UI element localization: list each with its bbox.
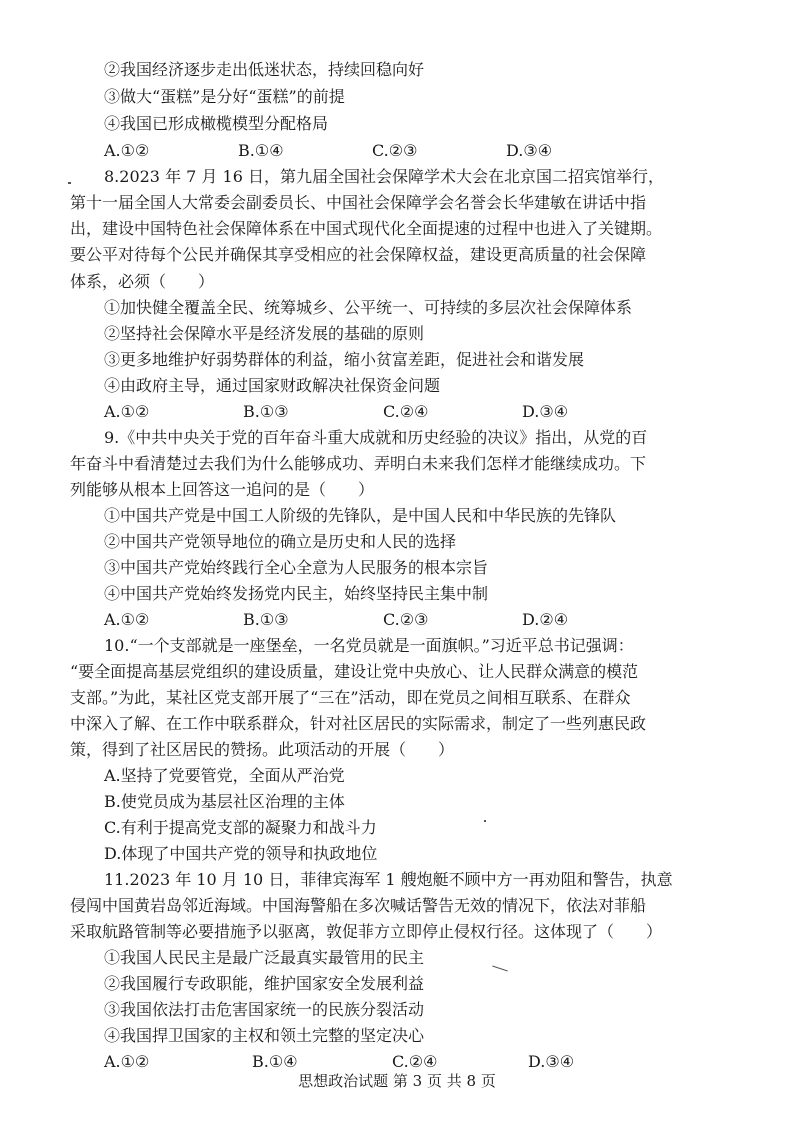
q8-option-b: B.①③	[243, 402, 289, 421]
q11-item-4: ④我国捍卫国家的主权和领土完整的坚定决心	[104, 1026, 425, 1045]
q9-stem-line-1: 9.《中共中央关于党的百年奋斗重大成就和历史经验的决议》指出，从党的百	[104, 428, 648, 447]
q9-item-4: ④中国共产党始终发扬党内民主，始终坚持民主集中制	[104, 584, 489, 603]
q10-option-a: A.坚持了党要管党，全面从严治党	[104, 766, 345, 785]
q9-option-d: D.②④	[522, 610, 569, 629]
q11-item-3: ③我国依法打击危害国家统一的民族分裂活动	[104, 1000, 425, 1019]
q10-stem-line-1: 10.“一个支部就是一座堡垒，一名党员就是一面旗帜。”习近平总书记强调：	[104, 636, 634, 655]
q7-item-2: ②我国经济逐步走出低迷状态，持续回稳向好	[104, 60, 425, 79]
q8-item-2: ②坚持社会保障水平是经济发展的基础的原则	[104, 324, 425, 343]
page-footer: 思想政治试题 第 3 页 共 8 页	[298, 1072, 496, 1090]
q8-item-1: ①加快健全覆盖全民、统筹城乡、公平统一、可持续的多层次社会保障体系	[104, 298, 633, 317]
q11-option-c: C.②④	[392, 1052, 438, 1071]
q11-option-b: B.①④	[252, 1052, 298, 1071]
q10-option-c: C.有利于提高党支部的凝聚力和战斗力	[104, 818, 377, 837]
q10-option-b: B.使党员成为基层社区治理的主体	[104, 792, 345, 811]
q9-item-3: ③中国共产党始终践行全心全意为人民服务的根本宗旨	[104, 558, 489, 577]
scan-speck	[492, 966, 508, 972]
q9-option-a: A.①②	[104, 610, 150, 629]
q9-item-2: ②中国共产党领导地位的确立是历史和人民的选择	[104, 532, 457, 551]
q10-stem-line-3: 支部。”为此，某社区党支部开展了“三在”活动，即在党员之间相互联系、在群众	[70, 688, 631, 707]
q8-item-3: ③更多地维护好弱势群体的利益，缩小贫富差距，促进社会和谐发展	[104, 350, 585, 369]
q7-option-d: D.③④	[506, 141, 553, 160]
q10-stem-line-5: 策，得到了社区居民的赞扬。此项活动的开展（ ）	[70, 740, 455, 759]
q7-item-3: ③做大“蛋糕”是分好“蛋糕”的前提	[104, 87, 345, 106]
q10-option-d: D.体现了中国共产党的领导和执政地位	[104, 844, 378, 863]
q7-option-a: A.①②	[104, 141, 150, 160]
q11-option-d: D.③④	[528, 1052, 575, 1071]
q8-item-4: ④由政府主导，通过国家财政解决社保资金问题	[104, 376, 441, 395]
q10-stem-line-2: “要全面提高基层党组织的建设质量，建设让党中央放心、让人民群众满意的模范	[70, 662, 639, 681]
q11-stem-line-1: 11.2023 年 10 月 10 日，菲律宾海军 1 艘炮艇不顾中方一再劝阻和警告，执意	[104, 870, 673, 889]
q9-option-c: C.②③	[383, 610, 429, 629]
q11-item-2: ②我国履行专政职能，维护国家安全发展利益	[104, 974, 425, 993]
q8-stem-line-4: 要公平对待每个公民并确保其享受相应的社会保障权益，建设更高质量的社会保障	[70, 245, 647, 264]
q11-stem-line-3: 采取航路管制等必要措施予以驱离，敦促菲方立即停止侵权行径。这体现了（ ）	[70, 922, 663, 941]
q8-stem-line-1: 8.2023 年 7 月 16 日，第九届全国社会保障学术大会在北京国二招宾馆举行，	[104, 167, 664, 186]
q9-stem-line-2: 年奋斗中看清楚过去我们为什么能够成功、弄明白未来我们怎样才能继续成功。下	[70, 454, 647, 473]
q9-stem-line-3: 列能够从根本上回答这一追问的是（ ）	[70, 480, 375, 499]
q8-option-c: C.②④	[383, 402, 429, 421]
q8-option-a: A.①②	[104, 402, 150, 421]
q7-option-c: C.②③	[372, 141, 418, 160]
q10-stem-line-4: 中深入了解、在工作中联系群众，针对社区居民的实际需求，制定了一些列惠民政	[70, 714, 647, 733]
q8-option-d: D.③④	[522, 402, 569, 421]
q11-item-1: ①我国人民民主是最广泛最真实最管用的民主	[104, 948, 425, 967]
q9-item-1: ①中国共产党是中国工人阶级的先锋队，是中国人民和中华民族的先锋队	[104, 506, 617, 525]
q8-stem-line-3: 出，建设中国特色社会保障体系在中国式现代化全面提速的过程中也进入了关键期。	[70, 219, 663, 238]
q8-stem-line-2: 第十一届全国人大常委会副委员长、中国社会保障学会名誉会长华建敏在讲话中指	[70, 193, 647, 212]
q8-stem-line-5: 体系，必须（ ）	[70, 272, 215, 291]
scan-speck	[484, 820, 486, 822]
q7-item-4: ④我国已形成橄榄模型分配格局	[104, 114, 329, 133]
q11-option-a: A.①②	[104, 1052, 150, 1071]
q7-option-b: B.①④	[238, 141, 284, 160]
q11-stem-line-2: 侵闯中国黄岩岛邻近海域。中国海警船在多次喊话警告无效的情况下，依法对菲船	[70, 896, 647, 915]
q9-option-b: B.①③	[243, 610, 289, 629]
scan-speck	[68, 182, 71, 184]
